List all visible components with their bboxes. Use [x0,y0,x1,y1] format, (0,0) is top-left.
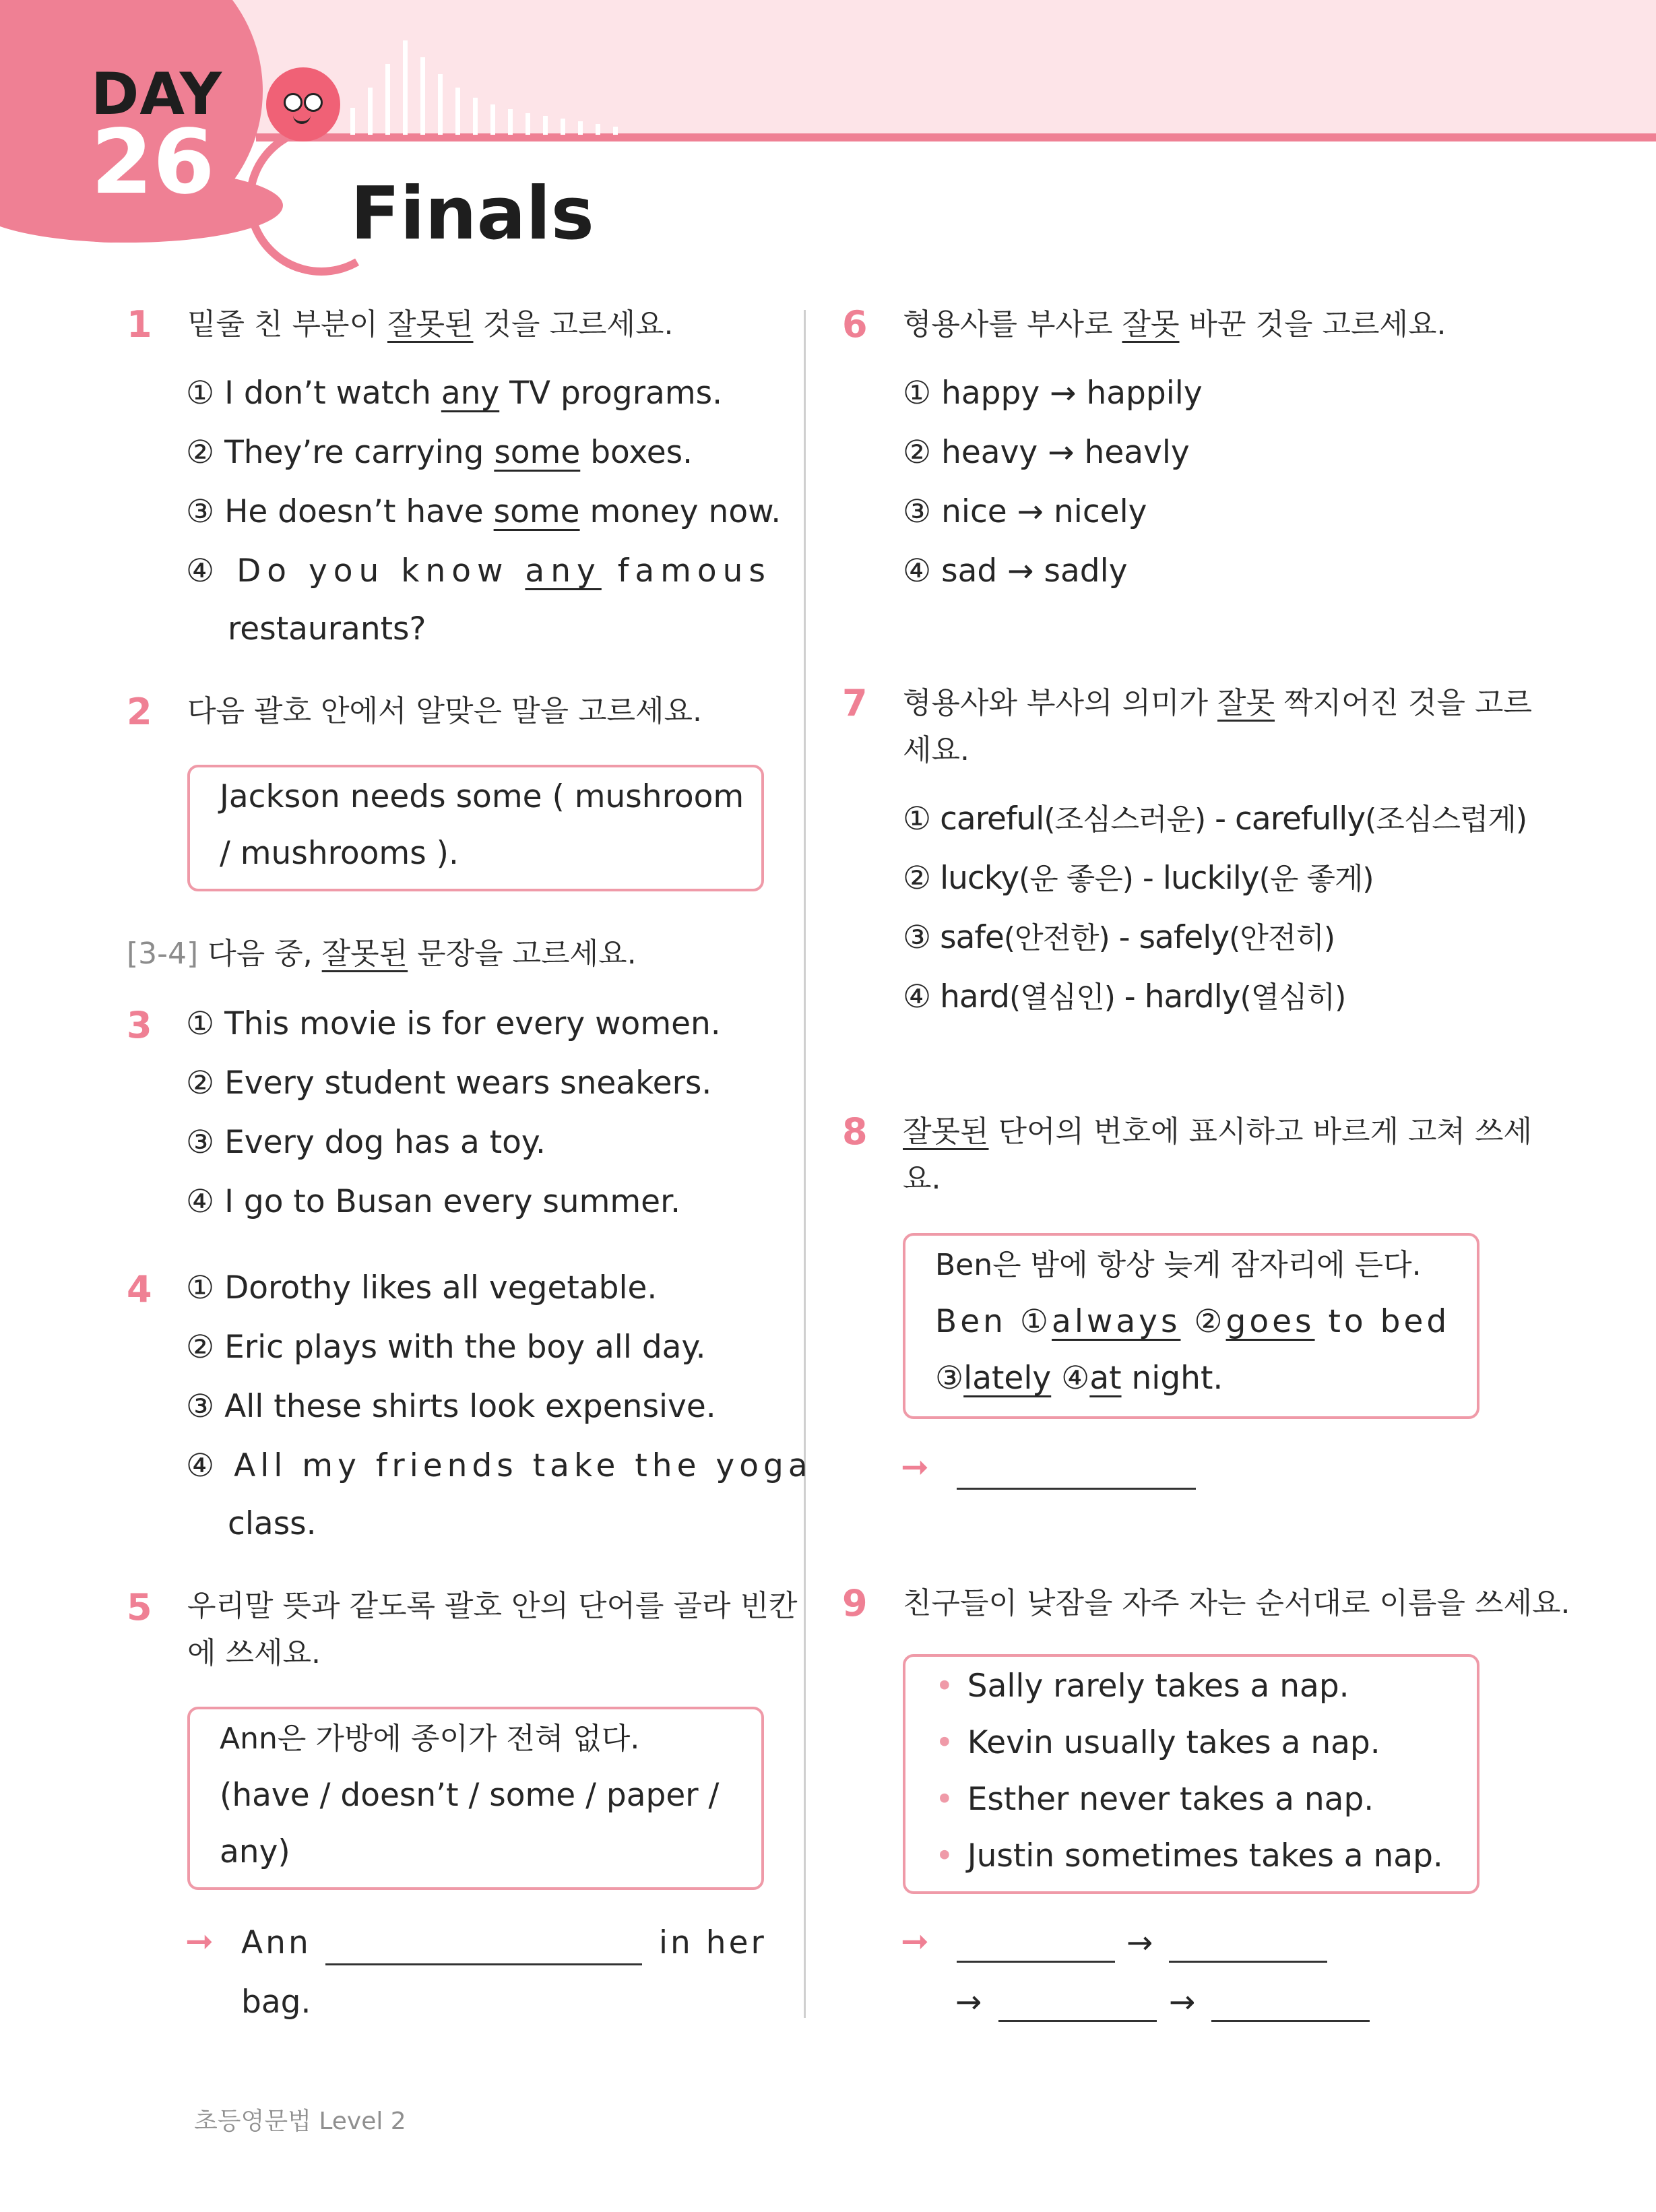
word-4-marker[interactable]: ④ [1061,1360,1090,1397]
question-1-instruction: 밑줄 친 부분이 잘못된 것을 고르세요. [187,307,674,342]
question-7-option-1[interactable]: ① careful(조심스러운) - carefully(조심스럽게) [903,800,1527,838]
question-4-option-4-cont: class. [228,1505,317,1542]
question-1-option-4-cont: restaurants? [228,610,426,647]
question-5-instruction-line-2: 에 쓰세요. [187,1636,321,1670]
question-3-option-4[interactable]: ④ I go to Busan every summer. [186,1183,681,1220]
question-5-box-line-3: any) [220,1833,290,1870]
question-5-box-line-2: (have / doesn’t / some / paper / [220,1777,720,1814]
question-1-option-1[interactable]: ① I don’t watch any TV programs. [186,375,723,412]
question-7-option-4[interactable]: ④ hard(열심인) - hardly(열심히) [903,978,1346,1015]
question-5-box [187,1707,764,1890]
question-5-answer-end: in her [659,1924,767,1961]
question-5-answer-start: Ann [241,1924,311,1961]
question-9-box [903,1654,1479,1894]
question-9-answer-blank-3[interactable] [998,2020,1157,2022]
answer-arrow-icon: ➞ [901,1922,929,1961]
answer-arrow-icon: ➞ [185,1922,214,1961]
question-6-instruction: 형용사를 부사로 잘못 바꾼 것을 고르세요. [903,307,1446,342]
question-6-number: 6 [842,303,868,346]
day-label: DAY [91,61,222,128]
word-4[interactable]: at [1089,1360,1122,1397]
order-arrow: → [1126,1924,1153,1961]
word-2[interactable]: goes [1225,1303,1315,1340]
question-2-number: 2 [127,691,152,733]
question-6-option-3[interactable]: ③ nice → nicely [903,493,1147,530]
question-7-option-3[interactable]: ③ safe(안전한) - safely(안전히) [903,919,1335,956]
question-3-4-instruction: [3-4] 다음 중, 잘못된 문장을 고르세요. [127,937,637,971]
question-4-option-3[interactable]: ③ All these shirts look expensive. [186,1388,716,1425]
day-number: 26 [91,110,215,214]
question-1-number: 1 [127,303,152,346]
page-title: Finals [350,172,594,256]
question-5-answer-line-2: bag. [241,1984,311,2021]
question-4-option-1[interactable]: ① Dorothy likes all vegetable. [186,1269,658,1306]
question-3-number: 3 [127,1004,152,1046]
question-6-option-4[interactable]: ④ sad → sadly [903,552,1128,590]
question-4-number: 4 [127,1268,152,1310]
word-3[interactable]: lately [963,1360,1052,1397]
question-9-number: 9 [842,1582,868,1624]
question-8-box [903,1233,1479,1419]
question-8-box-line-1: Ben은 밤에 항상 늦게 잠자리에 든다. [935,1248,1422,1282]
question-6-option-2[interactable]: ② heavy → heavly [903,434,1190,471]
question-8-number: 8 [842,1110,868,1153]
question-9-answer-blank-1[interactable] [957,1961,1115,1963]
question-5-answer-blank[interactable] [325,1963,642,1965]
question-9-answer-blank-4[interactable] [1211,2020,1370,2022]
order-arrow: → [955,1984,982,2021]
question-1-option-4[interactable]: ④ Do you know any famous [186,552,771,590]
list-item: • Kevin usually takes a nap. [935,1724,1380,1761]
question-9-answer-blank-2[interactable] [1169,1961,1327,1963]
answer-arrow-icon: ➞ [901,1447,929,1486]
question-2-instruction: 다음 괄호 안에서 알맞은 말을 고르세요. [187,694,702,728]
list-item: • Sally rarely takes a nap. [935,1668,1349,1705]
question-8-box-line-3: ③lately ④at night. [935,1360,1223,1397]
mascot-icon [266,67,340,141]
list-item: • Esther never takes a nap. [935,1781,1374,1818]
footer-book-title: 초등영문법 Level 2 [194,2108,406,2135]
question-8-instruction-line-2: 요. [903,1162,941,1196]
question-3-option-2[interactable]: ② Every student wears sneakers. [186,1065,712,1102]
question-5-instruction-line-1: 우리말 뜻과 같도록 괄호 안의 단어를 골라 빈칸 [187,1589,798,1623]
question-3-option-1[interactable]: ① This movie is for every women. [186,1005,721,1042]
question-7-option-2[interactable]: ② lucky(운 좋은) - luckily(운 좋게) [903,860,1374,897]
word-3-marker[interactable]: ③ [935,1360,964,1397]
word-1[interactable]: always [1052,1303,1181,1340]
question-4-option-4[interactable]: ④ All my friends take the yoga [186,1447,813,1484]
question-1-option-3[interactable]: ③ He doesn’t have some money now. [186,493,782,530]
question-5-number: 5 [127,1586,152,1629]
question-2-box [187,765,764,891]
word-2-marker[interactable]: ② [1194,1303,1226,1340]
question-9-instruction: 친구들이 낮잠을 자주 자는 순서대로 이름을 쓰세요. [903,1586,1570,1620]
question-7-instruction-line-2: 세요. [903,733,969,767]
order-arrow: → [1169,1984,1196,2021]
question-4-option-2[interactable]: ② Eric plays with the boy all day. [186,1329,706,1366]
question-8-box-line-2: Ben ①always ②goes to bed [935,1303,1451,1340]
question-2-box-line-1[interactable]: Jackson needs some ( mushroom [220,778,744,815]
list-item: • Justin sometimes takes a nap. [935,1837,1443,1874]
column-divider [804,310,806,2018]
header-rule [256,133,1656,141]
question-8-instruction-line-1: 잘못된 단어의 번호에 표시하고 바르게 고쳐 쓰세 [903,1114,1532,1149]
question-8-answer-blank[interactable] [957,1488,1196,1490]
question-3-option-3[interactable]: ③ Every dog has a toy. [186,1124,546,1161]
question-2-box-line-2[interactable]: / mushrooms ). [220,835,459,872]
question-6-option-1[interactable]: ① happy → happily [903,375,1203,412]
question-5-box-line-1: Ann은 가방에 종이가 전혀 없다. [220,1721,640,1756]
question-1-option-2[interactable]: ② They’re carrying some boxes. [186,434,693,471]
question-7-number: 7 [842,682,868,724]
word-1-marker[interactable]: ① [1019,1303,1052,1340]
question-7-instruction-line-1: 형용사와 부사의 의미가 잘못 짝지어진 것을 고르 [903,686,1533,720]
